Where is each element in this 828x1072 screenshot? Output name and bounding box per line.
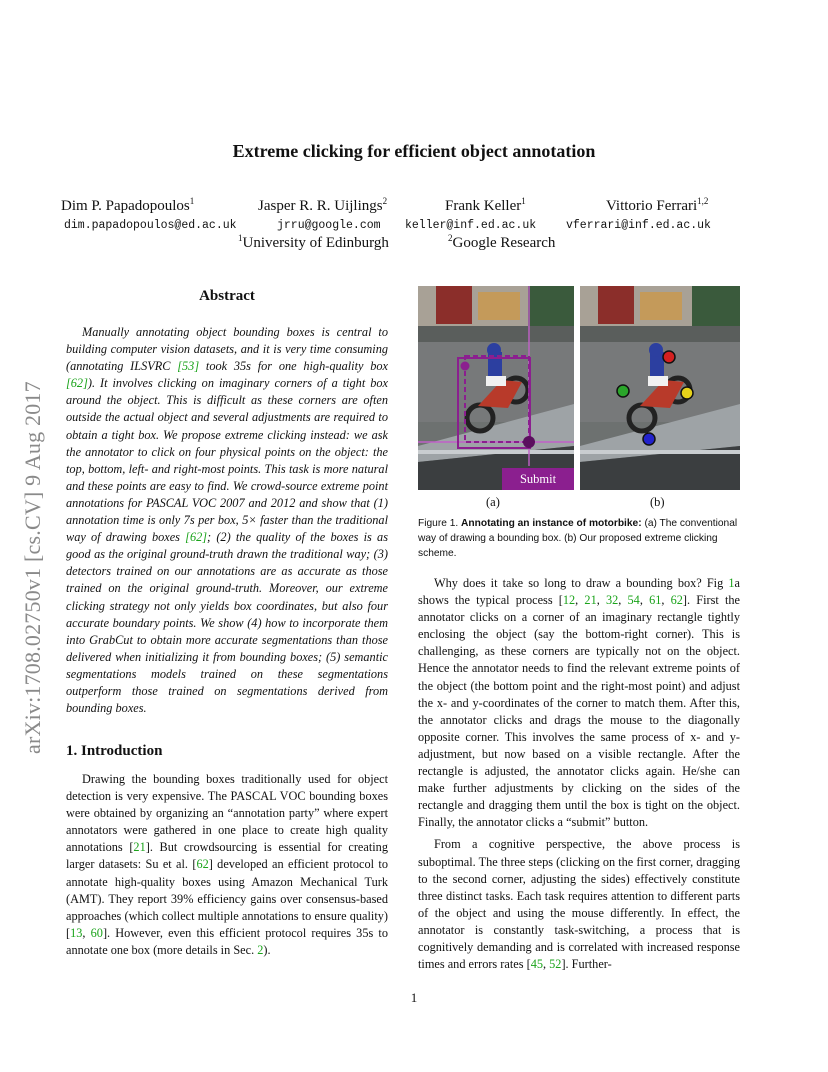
citation-link[interactable]: 61 [649, 593, 662, 608]
citation-link[interactable]: 13 [70, 925, 83, 940]
citation-link[interactable]: 21 [584, 593, 597, 608]
figure-label-b: (b) [650, 495, 665, 509]
citation-link[interactable]: 54 [627, 593, 640, 608]
figure-label-a: (a) [486, 495, 500, 509]
author-affil-sup: 1 [521, 196, 526, 206]
text-run: ]. But crowdsourcing is essential for creating larger datasets: Su et al. [ [66, 840, 388, 872]
citation-link[interactable]: 60 [90, 925, 103, 940]
abstract-text [66, 324, 388, 717]
abstract-heading: Abstract [199, 288, 255, 304]
figure-panel-a [418, 286, 574, 490]
text-run: From a cognitive perspective, the above process is suboptimal. The three steps (clicking on the first corner, dragging to the second corner, adjusting the sides) effectively constitute three distinct tasks. Each task requires attention to different parts of the object and using the mouse differently. In effect, the annotator is constantly task-switching, a process that is cognitively demanding and is correlated with increased response times and errors rates [ [418, 837, 740, 972]
email-papadopoulos[interactable]: dim.papadopoulos@ed.ac.uk [64, 219, 237, 232]
author-name: Dim P. Papadopoulos [61, 198, 190, 214]
affil-name: University of Edinburgh [242, 235, 389, 251]
text-run: ). [263, 942, 271, 957]
text-run: ). It involves clicking on imaginary corners of a tight box around the object. This is difficult as these corners are often outside the actual object and several adjustments are required to obtain a tight box. We propose extreme clicking instead: we ask the annotator to click on four physical points on the object: the top, bottom, left- and right-most points. This task is more natural and these points are easy to find. We crowd-source extreme point annotations for PASCAL VOC 2007 and 2012 and show that (1) annotation time is only 7s per box, 5× faster than the traditional way of drawing boxes [66, 376, 388, 545]
text-run: Manually annotating object bounding boxes is central to building computer vision datasets, and it is very time consuming (annotating ILSVRC [66, 325, 388, 374]
text-run: , [542, 957, 550, 972]
right-paragraph-2 [418, 836, 740, 973]
author-uijlings [258, 196, 387, 215]
text-run: , [575, 593, 585, 608]
caption-prefix: Figure 1. [418, 518, 462, 529]
author-keller [445, 196, 526, 215]
submit-button-label[interactable]: Submit [519, 472, 557, 486]
figure-1-caption [418, 516, 740, 561]
citation-link[interactable]: [62] [185, 530, 208, 545]
text-run: , [618, 593, 628, 608]
citation-link[interactable]: 2 [257, 942, 264, 957]
text-run: , [82, 925, 91, 940]
page-number: 1 [410, 990, 418, 1005]
extreme-point-right [681, 387, 693, 399]
citation-link[interactable]: [53] [177, 359, 200, 374]
text-run: ]. Further- [561, 957, 612, 972]
motorbike-image-b [580, 286, 740, 490]
author-affil-sup: 2 [382, 196, 388, 206]
citation-link[interactable]: 52 [549, 957, 562, 972]
right-column [418, 575, 740, 973]
citation-link[interactable]: 62 [670, 593, 683, 608]
text-run: ]. First the annotator clicks on a corner of an imaginary rectangle tightly enclosing the object (say the bottom-right corner). This is challenging, as these corners are typically not on the object. Hence the annotator needs to find the relevant extreme points of the object (the bottom point and the right-most point) and adjust the x- and y-coordinates of the corner to match them. After this, the annotator clicks and drags the mouse to the diagonally opposite corner. This involves the same process of x- and y-adjustment, but now based on a visible rectangle. After the rectangle is adjusted, the annotator clicks again. He/she can make further adjustments by clicking on the sides of the rectangle and dragging them until the box is tight on the object. Finally, the annotator clicks a “submit” button. [418, 593, 740, 830]
citation-link[interactable]: 45 [530, 957, 543, 972]
citation-link[interactable]: 12 [562, 593, 576, 608]
caption-bold: Annotating an instance of motorbike: [461, 518, 642, 529]
text-run: Drawing the bounding boxes traditionally used for object detection is very expensive. The PASCAL VOC bounding boxes were obtained by organizing an “annotation party” where expert annotators were gathered in one place to create high quality annotations [ [66, 772, 388, 855]
email-ferrari[interactable]: vferrari@inf.ed.ac.uk [566, 219, 711, 232]
author-affil-sup: 1 [189, 196, 195, 206]
text-run: , [661, 593, 671, 608]
affiliation-edinburgh [238, 233, 389, 252]
figure-1 [418, 286, 740, 509]
caption-text: (a) The conventional way of drawing a bounding box. (b) Our proposed extreme clicking scheme. [418, 518, 738, 559]
text-run: ]. However, even this efficient protocol requires 35s to annotate one box (more details in Sec. [66, 925, 388, 957]
extreme-point-top [663, 351, 675, 363]
affil-sup: 2 [448, 233, 453, 243]
email-keller[interactable]: keller@inf.ed.ac.uk [405, 219, 537, 232]
author-ferrari [606, 196, 708, 215]
figure-panel-b [580, 286, 740, 490]
citation-link[interactable]: 62 [196, 857, 209, 872]
section-heading-introduction: 1. Introduction [66, 743, 163, 759]
motorbike-image-a [418, 286, 574, 490]
author-affil-sup: 1,2 [697, 196, 709, 206]
extreme-point-left [617, 385, 629, 397]
citation-link[interactable]: 21 [133, 840, 146, 855]
text-run: Why does it take so long to draw a bounding box? Fig [434, 576, 729, 590]
affil-name: Google Research [452, 235, 556, 251]
text-run: ; (2) the quality of the boxes is as good as the original ground-truth drawn the traditional way; (3) detectors trained on our annotations are as accurate as those trained on the original ground-truth. Moreover, our extreme clicking strategy not only yields box coordinates, but also four accurate boundary points. We show (4) how to incorporate them into GrabCut to obtain more accurate segmentations than those delivered when initializing it from bounding boxes; (5) semantic segmentations models trained on these segmentations outperform those trained on segmentations derived from bounding boxes. [66, 530, 388, 716]
right-paragraph-1 [418, 575, 740, 831]
email-uijlings[interactable]: jrru@google.com [277, 219, 381, 232]
extreme-point-bottom [643, 433, 655, 445]
author-name: Vittorio Ferrari [606, 198, 698, 214]
citation-link[interactable]: [62] [66, 376, 88, 391]
text-run: a shows the typical process [ [418, 576, 740, 608]
citation-link[interactable]: 32 [605, 593, 619, 608]
citation-link[interactable]: 1 [728, 576, 735, 590]
intro-paragraph-1 [66, 771, 388, 959]
text-run: , [639, 593, 650, 608]
affil-sup: 1 [238, 233, 243, 243]
text-run: took 35s for one high-quality box [199, 359, 389, 374]
arxiv-stamp[interactable]: arXiv:1708.02750v1 [cs.CV] 9 Aug 2017 [20, 381, 45, 754]
affiliation-google [448, 233, 555, 252]
text-run: , [596, 593, 606, 608]
author-name: Jasper R. R. Uijlings [258, 198, 383, 214]
paper-title: Extreme clicking for efficient object annotation [232, 141, 596, 161]
author-papadopoulos [61, 196, 194, 215]
author-name: Frank Keller [445, 198, 522, 214]
text-run: ] developed an efficient protocol to annotate high-quality boxes using Amazon Mechanical Turk (AMT). They report 39% efficiency gains over consensus-based approaches (which collect multiple annotations to ensure quality) [ [66, 857, 388, 940]
